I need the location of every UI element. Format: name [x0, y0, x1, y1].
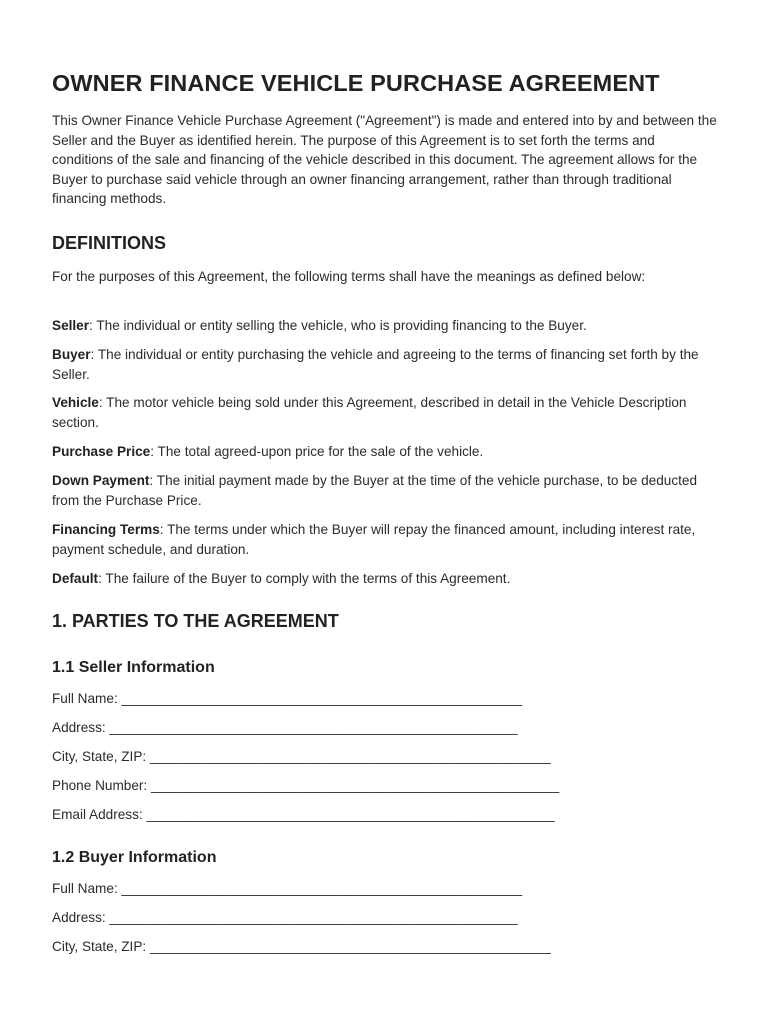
definition-term: Down Payment — [52, 473, 150, 488]
definition-text: : The motor vehicle being sold under this Agreement, described in detail in the Vehicle Description section. — [52, 395, 687, 430]
seller-info-heading: 1.1 Seller Information — [52, 659, 215, 676]
definition-term: Purchase Price — [52, 444, 151, 459]
seller-city-state-zip-field[interactable]: City, State, ZIP: _____________________________________________________ — [52, 749, 551, 764]
definition-vehicle — [52, 393, 717, 432]
intro-paragraph: This Owner Finance Vehicle Purchase Agreement ("Agreement") is made and entered into by and between the Seller and the Buyer as identified herein. The purpose of this Agreement is to set forth the terms and conditions of the sale and financing of the vehicle described in this document. The agreement allows for the Buyer to purchase said vehicle through an owner financing arrangement, rather than through traditional financing methods. — [52, 113, 717, 207]
definition-text: : The terms under which the Buyer will repay the financed amount, including interest rate, payment schedule, and duration. — [52, 522, 696, 557]
definition-default — [52, 569, 717, 589]
seller-address-field[interactable]: Address: ______________________________________________________ — [52, 720, 518, 735]
document-title: OWNER FINANCE VEHICLE PURCHASE AGREEMENT — [52, 70, 660, 96]
definition-text: : The total agreed-upon price for the sale of the vehicle. — [150, 444, 484, 459]
definition-text: : The individual or entity purchasing the vehicle and agreeing to the terms of financing set forth by the Seller. — [52, 347, 699, 382]
seller-full-name-field[interactable]: Full Name: _____________________________________________________ — [52, 691, 523, 706]
definition-text: : The initial payment made by the Buyer at the time of the vehicle purchase, to be deducted from the Purchase Price. — [52, 473, 698, 508]
definition-term: Default — [52, 571, 99, 586]
definition-down-payment — [52, 471, 717, 510]
definitions-heading: DEFINITIONS — [52, 233, 167, 253]
definition-text: : The failure of the Buyer to comply with the terms of this Agreement. — [98, 571, 511, 586]
definition-purchase-price — [52, 442, 717, 462]
parties-heading: 1. PARTIES TO THE AGREEMENT — [52, 611, 339, 631]
definition-term: Vehicle — [52, 395, 99, 410]
buyer-info-heading: 1.2 Buyer Information — [52, 849, 217, 866]
definition-seller — [52, 316, 717, 336]
definition-term: Buyer — [52, 347, 91, 362]
seller-email-field[interactable]: Email Address: ______________________________________________________ — [52, 807, 555, 822]
definition-term: Seller — [52, 318, 90, 333]
seller-phone-field[interactable]: Phone Number: ______________________________________________________ — [52, 778, 560, 793]
definition-text: : The individual or entity selling the vehicle, who is providing financing to the Buyer. — [89, 318, 587, 333]
definition-buyer — [52, 345, 717, 384]
definitions-lead: For the purposes of this Agreement, the following terms shall have the meanings as defined below: — [52, 269, 646, 284]
buyer-full-name-field[interactable]: Full Name: _____________________________________________________ — [52, 881, 523, 896]
definition-financing-terms — [52, 520, 717, 559]
buyer-address-field[interactable]: Address: ______________________________________________________ — [52, 910, 518, 925]
definition-term: Financing Terms — [52, 522, 160, 537]
buyer-city-state-zip-field[interactable]: City, State, ZIP: _____________________________________________________ — [52, 939, 551, 954]
